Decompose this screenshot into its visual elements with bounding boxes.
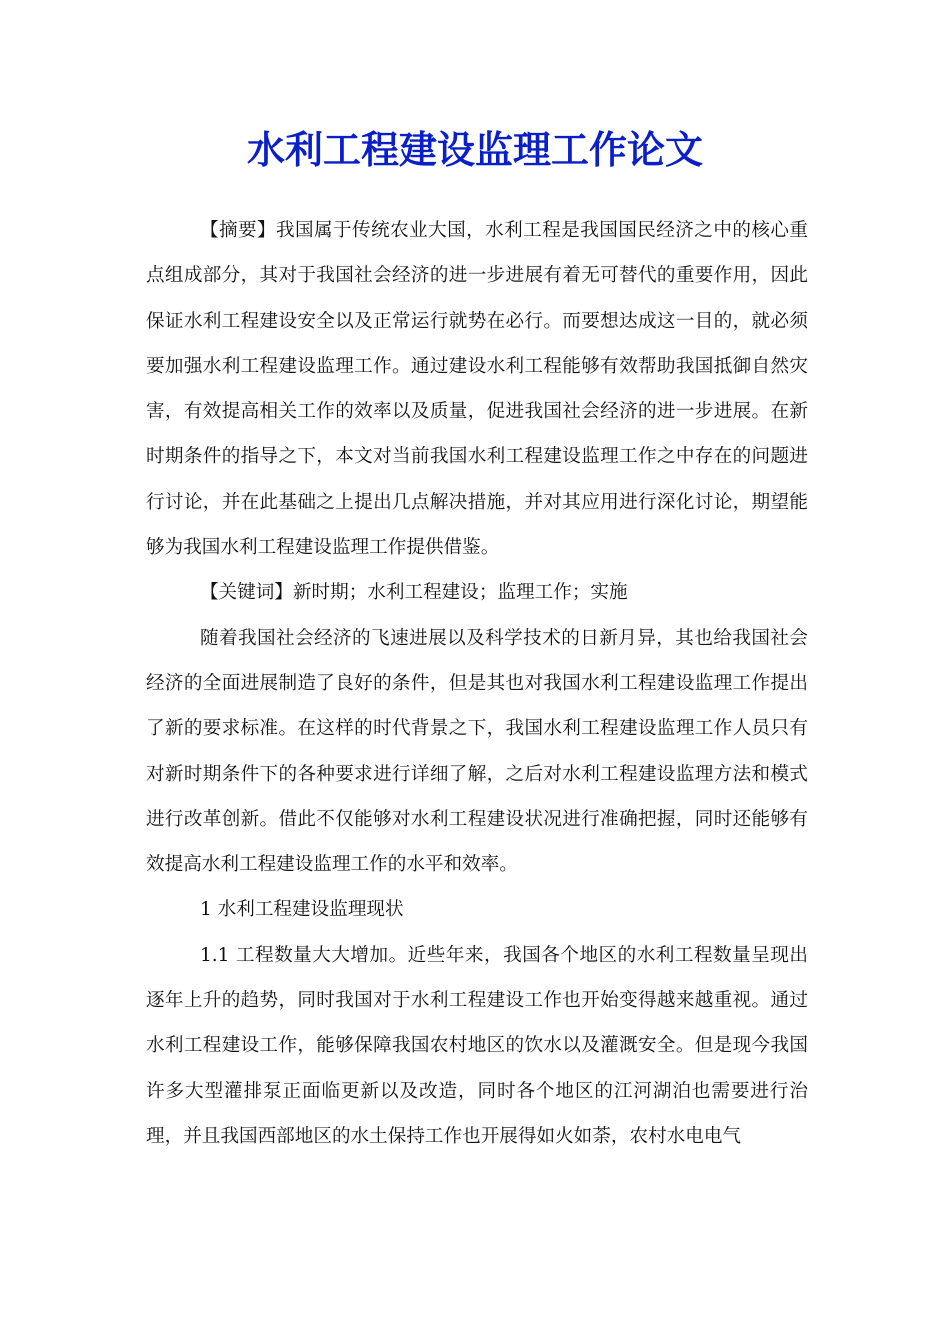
keywords-label: 【关键词】 — [199, 582, 293, 604]
section-heading: 1 水利工程建设监理现状 — [199, 899, 404, 921]
intro-paragraph: 随着我国社会经济的飞速进展以及科学技术的日新月异，其也给我国社会经济的全面进展制造了良好的条件，但是其也对我国水利工程建设监理工作提出了新的要求标准。在这样的时代背景之下，我国水利工程建设监理工作人员只有对新时期条件下的各种要求进行详细了解，之后对水利工程建设监理方法和模式进行改革创新。借此不仅能够对水利工程建设状况进行准确把握，同时还能够有效提高水利工程建设监理工作的水平和效率。 — [146, 627, 808, 876]
abstract-paragraph — [146, 208, 808, 570]
document-title: 水利工程建设监理工作论文 — [246, 128, 703, 172]
keywords-text: 新时期；水利工程建设；监理工作；实施 — [292, 582, 628, 604]
document-body — [146, 208, 808, 1159]
section-paragraph: 1.1 工程数量大大增加。近些年来，我国各个地区的水利工程数量呈现出逐年上升的趋势，同时我国对于水利工程建设工作也开始变得越来越重视。通过水利工程建设工作，能够保障我国农村地区的饮水以及灌溉安全。但是现今我国许多大型灌排泵正面临更新以及改造，同时各个地区的江河湖泊也需要进行治理，并且我国西部地区的水土保持工作也开展得如火如荼，农村水电电气 — [146, 944, 808, 1147]
keywords-paragraph — [146, 570, 808, 615]
abstract-label: 【摘要】 — [199, 220, 276, 241]
abstract-text: 我国属于传统农业大国，水利工程是我国国民经济之中的核心重点组成部分，其对于我国社会经济的进一步进展有着无可替代的重要作用，因此保证水利工程建设安全以及正常运行就势在必行。而要想达成这一目的，就必须要加强水利工程建设监理工作。通过建设水利工程能够有效帮助我国抵御自然灾害，有效提高相关工作的效率以及质量，促进我国社会经济的进一步进展。在新时期条件的指导之下，本文对当前我国水利工程建设监理工作之中存在的问题进行讨论，并在此基础之上提出几点解决措施，并对其应用进行深化讨论，期望能够为我国水利工程建设监理工作提供借鉴。 — [146, 220, 808, 559]
